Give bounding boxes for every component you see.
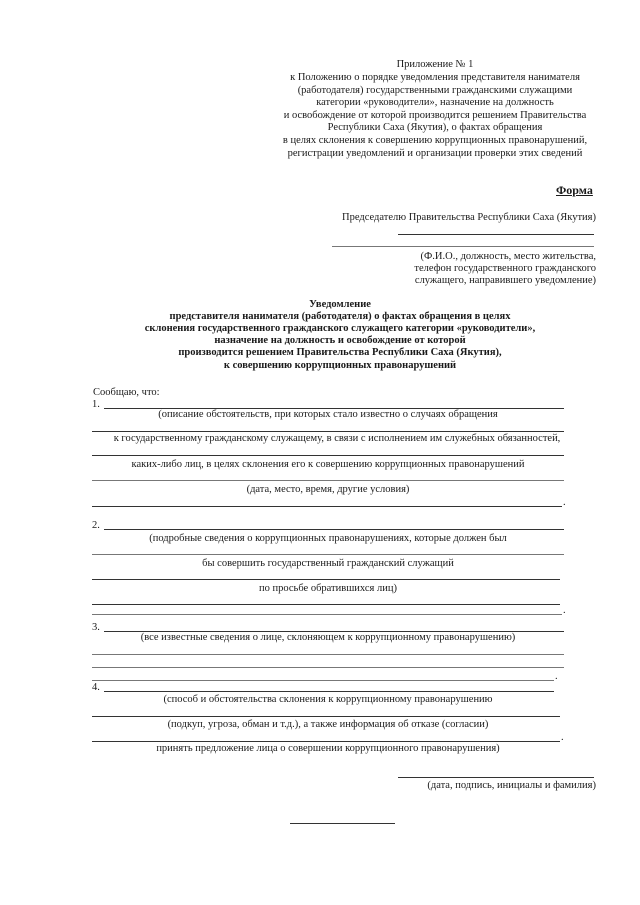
line-end-dot: . — [555, 671, 558, 682]
fill-line — [92, 716, 560, 717]
fill-line — [92, 480, 564, 481]
item-caption: (подкуп, угроза, обман и т.д.), а также информация об отказе (согласии) — [167, 719, 489, 730]
signature-caption: (дата, подпись, инициалы и фамилия) — [427, 780, 596, 791]
fill-line — [92, 455, 564, 456]
item-number: 1. — [92, 399, 100, 410]
appendix-line: Республики Саха (Якутия), о фактах обращения — [327, 122, 543, 133]
addressee-from-caption: (Ф.И.О., должность, место жительства, — [420, 251, 596, 262]
appendix-line: к Положению о порядке уведомления представителя нанимателя — [290, 72, 580, 83]
item-number: 2. — [92, 520, 100, 531]
item-caption: (дата, место, время, другие условия) — [246, 484, 410, 495]
addressee-from-caption: телефон государственного гражданского — [414, 263, 596, 274]
item-caption: бы совершить государственный гражданский служащий — [202, 558, 454, 569]
line-end-dot: . — [563, 497, 566, 508]
fill-line — [92, 554, 564, 555]
fill-line — [92, 680, 554, 681]
line-end-dot: . — [563, 605, 566, 616]
addressee-to: Председателю Правительства Республики Саха (Якутия) — [342, 212, 596, 223]
title-line: Уведомление — [309, 299, 371, 310]
line-end-dot: . — [561, 732, 564, 743]
item-caption: к государственному гражданскому служащему, в связи с исполнением им служебных обязанностей, — [113, 433, 561, 444]
addressee-from-line — [332, 246, 594, 247]
item-caption: (все известные сведения о лице, склоняющем к коррупционному правонарушению) — [140, 632, 516, 643]
appendix-line: регистрации уведомлений и организации проверки этих сведений — [287, 148, 583, 159]
intro-text: Сообщаю, что: — [93, 387, 160, 398]
addressee-from-caption: служащего, направившего уведомление) — [414, 275, 596, 286]
fill-line — [92, 431, 564, 432]
appendix-line: в целях склонения к совершению коррупционных правонарушений, — [282, 135, 588, 146]
item-caption: (подробные сведения о коррупционных правонарушениях, которые должен был — [149, 533, 507, 544]
title-line: представителя нанимателя (работодателя) о фактах обращения в целях — [169, 311, 511, 322]
fill-line — [92, 506, 562, 507]
fill-line — [104, 691, 554, 692]
title-line: производится решением Правительства Республики Саха (Якутия), — [178, 347, 502, 358]
item-caption: (способ и обстоятельства склонения к коррупционному правонарушению — [163, 694, 493, 705]
item-caption: каких-либо лиц, в целях склонения его к совершению коррупционных правонарушений — [131, 459, 525, 470]
appendix-line: категории «руководители», назначение на должность — [316, 97, 554, 108]
fill-line — [104, 529, 564, 530]
fill-line — [92, 654, 564, 655]
item-caption: по просьбе обратившихся лиц) — [259, 583, 397, 594]
title-line: назначение на должность и освобождение от которой — [214, 335, 466, 346]
fill-line — [92, 667, 564, 668]
signature-line — [398, 777, 594, 778]
title-line: склонения государственного гражданского служащего категории «руководители», — [144, 323, 536, 334]
item-number: 3. — [92, 622, 100, 633]
fill-line — [92, 579, 560, 580]
title-line: к совершению коррупционных правонарушений — [223, 360, 457, 371]
form-label: Форма — [556, 183, 593, 197]
fill-line — [92, 741, 560, 742]
addressee-name-line — [398, 234, 594, 235]
appendix-line: (работодателя) государственными гражданскими служащими — [297, 85, 573, 96]
fill-line — [92, 604, 560, 605]
item-caption: принять предложение лица о совершении коррупционного правонарушения) — [156, 743, 500, 754]
appendix-line: и освобождение от которой производится решением Правительства — [283, 110, 587, 121]
fill-line — [92, 614, 562, 615]
appendix-line: Приложение № 1 — [396, 59, 474, 70]
item-caption: (описание обстоятельств, при которых стало известно о случаях обращения — [158, 409, 498, 420]
closing-rule — [290, 823, 395, 824]
item-number: 4. — [92, 682, 100, 693]
